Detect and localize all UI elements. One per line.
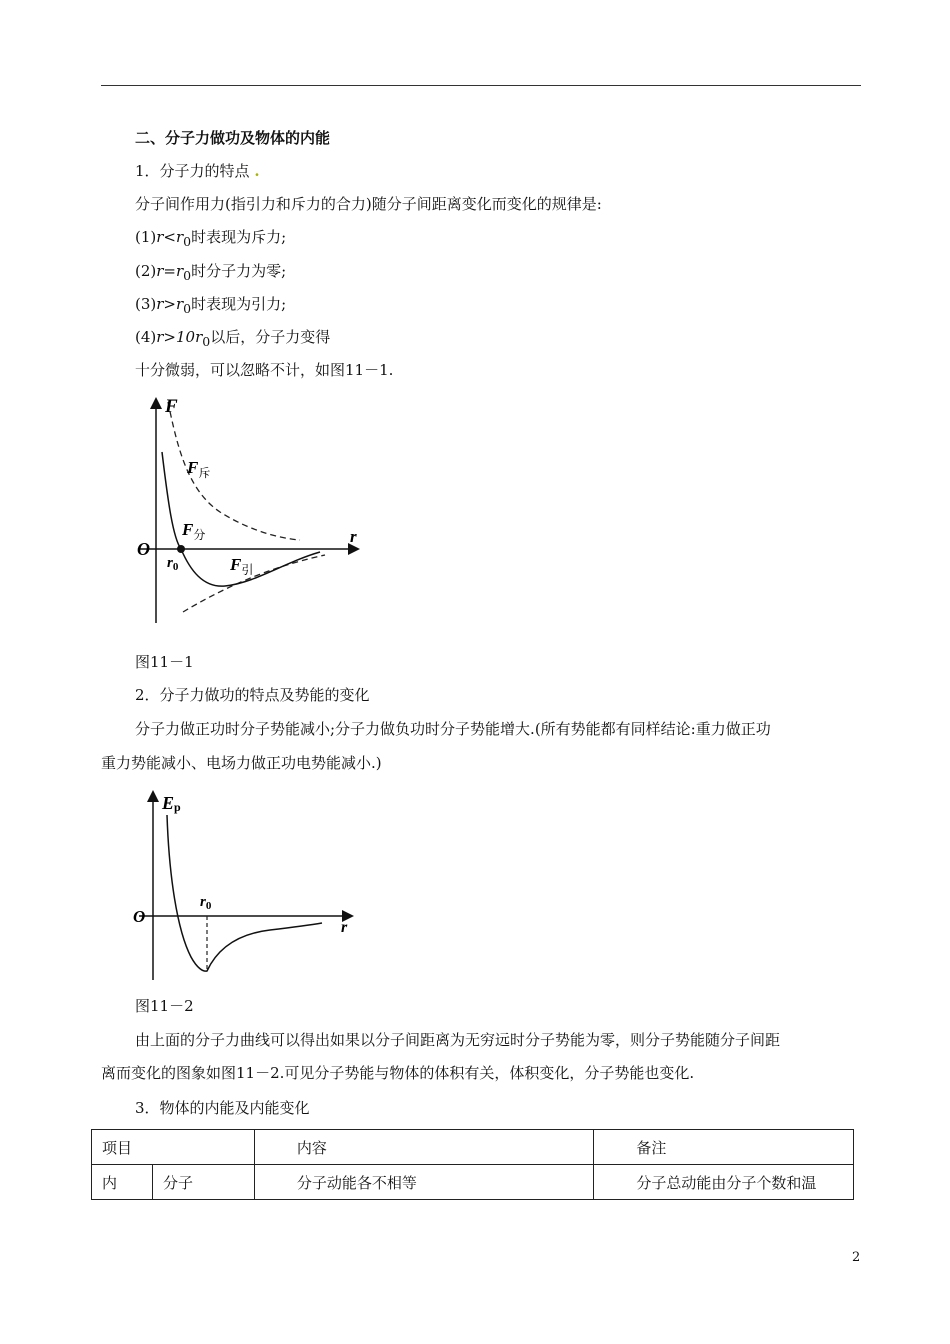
rule-3 bbox=[135, 294, 286, 319]
label-O: O bbox=[133, 907, 146, 926]
label-r0: $r_0$ bbox=[200, 894, 212, 912]
rule-condition: r<r bbox=[156, 228, 184, 246]
paragraph-3-line2: 离而变化的图象如图11－2.可见分子势能与物体的体积有关，体积变化，分子势能也变化. bbox=[101, 1064, 695, 1082]
label-O: O bbox=[137, 539, 150, 559]
cell-category: 内 bbox=[92, 1165, 153, 1200]
rule-prefix: (1) bbox=[135, 228, 157, 246]
cell-subcategory: 分子 bbox=[152, 1165, 254, 1200]
page-number: 2 bbox=[852, 1250, 861, 1265]
internal-energy-table bbox=[91, 1129, 854, 1200]
subsection-2-title: 2．分子力做功的特点及势能的变化 bbox=[135, 686, 370, 704]
paragraph-3-line1: 由上面的分子力曲线可以得出如果以分子间距离为无穷远时分子势能为零，则分子势能随分子间距 bbox=[135, 1031, 781, 1049]
rule-prefix: (4) bbox=[135, 328, 157, 346]
label-F-repulsive: $F_斥$ bbox=[187, 458, 211, 480]
rule-condition: r>10r bbox=[156, 328, 203, 346]
figure-11-1-force-graph bbox=[125, 390, 375, 630]
rule-prefix: (2) bbox=[135, 262, 157, 280]
rule-text: 以后，分子力变得 bbox=[210, 328, 331, 346]
cell-note: 分子总动能由分子个数和温 bbox=[594, 1165, 854, 1200]
label-r: r bbox=[350, 527, 357, 546]
intro-text: 分子间作用力(指引力和斥力的合力)随分子间距离变化而变化的规律是: bbox=[135, 195, 602, 213]
table-row bbox=[92, 1165, 854, 1200]
rule-text: 时表现为斥力; bbox=[191, 228, 287, 246]
header-rule bbox=[101, 85, 861, 86]
attractive-force-curve bbox=[183, 555, 325, 612]
label-Ep: Ep bbox=[162, 793, 181, 814]
marker-dot: . bbox=[254, 162, 260, 180]
rule-text: 时分子力为零; bbox=[191, 262, 287, 280]
label-F: F bbox=[165, 396, 178, 417]
rule-subscript: 0 bbox=[183, 234, 192, 249]
subsection-2-para-line1: 分子力做正功时分子势能减小;分子力做负功时分子势能增大.(所有势能都有同样结论:重力做正功 bbox=[135, 720, 771, 738]
cell-content: 分子动能各不相等 bbox=[254, 1165, 594, 1200]
rule-4 bbox=[135, 327, 330, 352]
label-r0: $r_0$ bbox=[167, 555, 179, 573]
subsection-2-para-line2: 重力势能减小、电场力做正功电势能减小.) bbox=[101, 754, 382, 772]
table-header-row bbox=[92, 1130, 854, 1165]
figure-11-2-caption: 图11－2 bbox=[135, 997, 194, 1015]
rule-text: 时表现为引力; bbox=[191, 295, 287, 313]
rule-prefix: (3) bbox=[135, 295, 157, 313]
rule-condition: r>r bbox=[156, 295, 184, 313]
equilibrium-point bbox=[177, 545, 185, 553]
figure-11-2-potential-energy-graph bbox=[125, 785, 365, 985]
rule-condition: r=r bbox=[156, 262, 184, 280]
header-note: 备注 bbox=[594, 1130, 854, 1165]
header-item: 项目 bbox=[92, 1130, 255, 1165]
subsection-1-text: 1．分子力的特点 bbox=[135, 162, 250, 180]
label-r: r bbox=[341, 919, 348, 936]
rule-1 bbox=[135, 227, 286, 252]
rule-2 bbox=[135, 261, 286, 286]
label-F-attractive: $F_引$ bbox=[230, 555, 254, 577]
label-F-net: $F_分$ bbox=[182, 520, 206, 542]
subsection-3-title: 3．物体的内能及内能变化 bbox=[135, 1099, 310, 1117]
section-title: 二、分子力做功及物体的内能 bbox=[135, 129, 331, 147]
rule-subscript: 0 bbox=[183, 301, 192, 316]
header-content: 内容 bbox=[254, 1130, 594, 1165]
potential-energy-curve bbox=[167, 815, 322, 971]
rule-subscript: 0 bbox=[202, 334, 211, 349]
rule-4-continued: 十分微弱，可以忽略不计，如图11－1. bbox=[135, 361, 394, 379]
rule-subscript: 0 bbox=[183, 268, 192, 283]
figure-11-1-caption: 图11－1 bbox=[135, 653, 194, 671]
subsection-1-title bbox=[135, 161, 260, 181]
